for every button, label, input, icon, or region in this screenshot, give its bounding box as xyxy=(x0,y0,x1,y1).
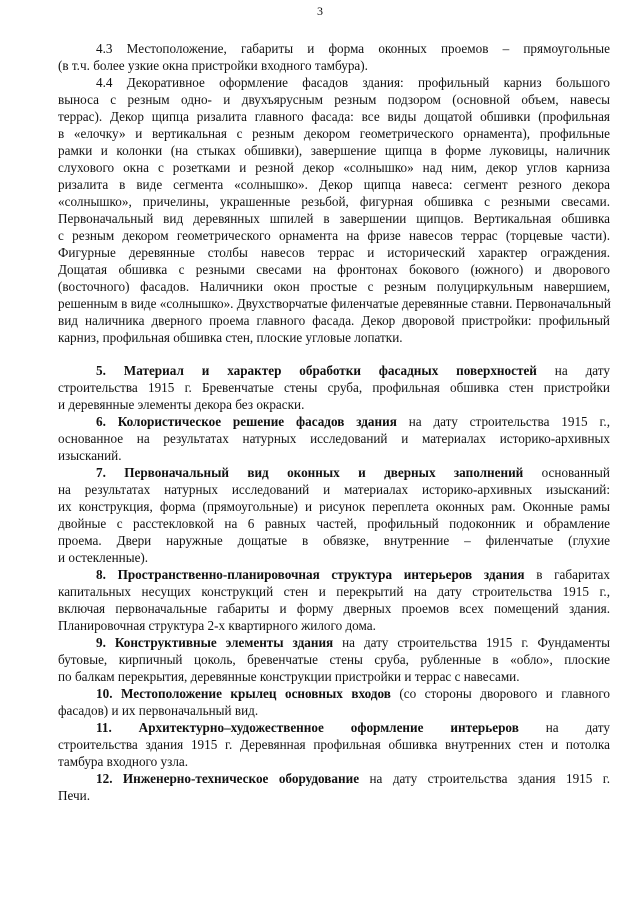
text-line xyxy=(58,481,610,498)
text-line xyxy=(58,685,610,702)
line-text: тамбура входного узла. xyxy=(58,754,189,769)
text-line xyxy=(58,244,610,261)
text-line xyxy=(58,634,610,651)
line-text: (восточного) фасадов. Наличники окон простые с резным полуциркульным навершием, xyxy=(58,279,610,294)
text-line xyxy=(58,142,610,159)
text-line xyxy=(58,430,610,447)
line-text: на дату xyxy=(536,363,610,378)
text-line xyxy=(58,295,610,312)
section-heading: 9. Конструктивные элементы здания xyxy=(96,635,334,650)
text-line xyxy=(58,600,610,617)
text-line xyxy=(58,447,610,464)
text-line xyxy=(58,566,610,583)
text-line xyxy=(58,261,610,278)
line-text: карниз, профильная обшивка стен, плоские угловые лопатки. xyxy=(58,330,403,345)
line-text: капитальных несущих конструкций стен и перекрытий на дату строительства 1915 г., xyxy=(58,584,610,599)
line-text: с резным декором геометрического орнамента на фризе навесов террас (торцевые части). xyxy=(58,228,610,243)
line-text: на дату строительства здания 1915 г. xyxy=(359,771,610,786)
numbered-section xyxy=(58,413,610,464)
line-text: Планировочная структура 2-х квартирного жилого дома. xyxy=(58,618,376,633)
line-text: фасадов) и их первоначальный вид. xyxy=(58,703,259,718)
line-text: ризалита в виде сегмента «солнышко». Декор щипца навеса: сегмент резного декора xyxy=(58,177,610,192)
text-line xyxy=(58,108,610,125)
text-line xyxy=(58,57,610,74)
line-text: строительства 1915 г. Бревенчатые стены сруба, профильная обшивка стен пристройки xyxy=(58,380,610,395)
page-number: 3 xyxy=(317,4,323,18)
numbered-section xyxy=(58,634,610,685)
text-line xyxy=(58,329,610,346)
section-4-3 xyxy=(58,40,610,74)
line-text: проема. Двери наружные дощатые в обвязке, внутренние – филенчатые (глухие xyxy=(58,533,610,548)
line-text: (в т.ч. более узкие окна пристройки входного тамбура). xyxy=(58,58,368,73)
line-text: по балкам перекрытия, деревянные конструкции пристройки и террас с навесами. xyxy=(58,669,520,684)
text-line xyxy=(58,651,610,668)
text-line xyxy=(58,617,610,634)
section-heading: 8. Пространственно-планировочная структура интерьеров здания xyxy=(96,567,525,582)
section-heading: 6. Колористическое решение фасадов здания xyxy=(96,414,397,429)
text-line xyxy=(58,362,610,379)
text-line xyxy=(58,125,610,142)
section-4-4 xyxy=(58,74,610,346)
text-line xyxy=(58,193,610,210)
line-text: рамки и колонки (на стыках обшивки), завершение щипца в форме луковицы, наличник xyxy=(58,143,610,158)
line-text: Первоначальный вид деревянных шпилей в завершении щипцов. Вертикальная обшивка xyxy=(58,211,610,226)
line-text: 4.3 Местоположение, габариты и форма оконных проемов – прямоугольные xyxy=(96,41,610,56)
line-text: и деревянные элементы декора без окраски. xyxy=(58,397,305,412)
numbered-section xyxy=(58,464,610,566)
section-heading: 10. Местоположение крылец основных входов xyxy=(96,686,391,701)
numbered-sections xyxy=(58,362,610,804)
text-line xyxy=(58,176,610,193)
numbered-section xyxy=(58,770,610,804)
line-text: основанный xyxy=(523,465,610,480)
section-heading: 11. Архитектурно–художественное оформление интерьеров xyxy=(96,720,519,735)
line-text: слухового окна с розетками и резной декор «солнышко» над ним, декор углов карниза xyxy=(58,160,610,175)
line-text: изысканий. xyxy=(58,448,122,463)
line-text: Фигурные деревянные столбы навесов террас и исторический характер ограждения. xyxy=(58,245,610,260)
text-line xyxy=(58,278,610,295)
text-line xyxy=(58,74,610,91)
text-line xyxy=(58,702,610,719)
text-line xyxy=(58,753,610,770)
numbered-section xyxy=(58,566,610,634)
line-text: (со стороны дворового и главного xyxy=(390,686,610,701)
line-text: на дату xyxy=(518,720,610,735)
line-text: в «елочку» и вертикальная с резным декором геометрического орнамента), профильные xyxy=(58,126,610,141)
text-line xyxy=(58,40,610,57)
line-text: бутовые, кирпичный цоколь, бревенчатые стены сруба, рубленные в «обло», плоские xyxy=(58,652,610,667)
numbered-section xyxy=(58,719,610,770)
line-text: в габаритах xyxy=(524,567,610,582)
line-text: 4.4 Декоративное оформление фасадов здания: профильный карниз большого xyxy=(96,75,610,90)
numbered-section xyxy=(58,362,610,413)
line-text: выноса с резным одно- и двухъярусным резным подзором (основной объем, навесы xyxy=(58,92,610,107)
text-line xyxy=(58,91,610,108)
text-line xyxy=(58,312,610,329)
text-line xyxy=(58,736,610,753)
line-text: двойные с расстекловкой на 6 равных частей, профильный подоконник и обрамление xyxy=(58,516,610,531)
line-text: включая первоначальные габариты и форму дверных проемов всех помещений здания. xyxy=(58,601,610,616)
text-line xyxy=(58,719,610,736)
text-line xyxy=(58,464,610,481)
line-text: Печи. xyxy=(58,788,91,803)
text-line xyxy=(58,498,610,515)
text-line xyxy=(58,770,610,787)
section-heading: 12. Инженерно-техническое оборудование xyxy=(96,771,360,786)
text-line xyxy=(58,413,610,430)
line-text: основанное на результатах натурных исследований и материалах историко-архивных xyxy=(58,431,610,446)
line-text: их конструкция, форма (прямоугольные) и рисунок переплета оконных рам. Оконные рамы xyxy=(58,499,610,514)
line-text: вид наличника дверного проема главного фасада. Декор дворовой пристройки: профильный xyxy=(58,313,610,328)
section-heading: 5. Материал и характер обработки фасадных поверхностей xyxy=(96,363,537,378)
line-text: на дату строительства 1915 г. Фундаменты xyxy=(333,635,610,650)
line-text: Дощатая обшивка с резными свесами на фронтонах бокового (южного) и дворового xyxy=(58,262,610,277)
line-text: на дату строительства 1915 г., xyxy=(396,414,610,429)
line-text: решенным в виде «солнышко». Двухстворчатые филенчатые деревянные ставни. Первоначальный xyxy=(58,296,611,311)
text-line xyxy=(58,210,610,227)
line-text: «солнышко», причелины, украшенные резьбой, фигурная обшивка с резными свесами. xyxy=(58,194,610,209)
text-line xyxy=(58,227,610,244)
line-text: террас). Декор щипца ризалита главного фасада: все виды дощатой обшивки (профильная xyxy=(58,109,610,124)
text-line xyxy=(58,532,610,549)
line-text: строительства здания 1915 г. Деревянная профильная обшивка внутренних стен и потолка xyxy=(58,737,610,752)
text-line xyxy=(58,396,610,413)
text-line xyxy=(58,787,610,804)
text-line xyxy=(58,379,610,396)
text-line xyxy=(58,583,610,600)
text-line xyxy=(58,668,610,685)
text-line xyxy=(58,515,610,532)
text-line xyxy=(58,159,610,176)
document-body xyxy=(58,40,610,804)
numbered-section xyxy=(58,685,610,719)
line-text: и остекленные). xyxy=(58,550,149,565)
text-line xyxy=(58,549,610,566)
section-heading: 7. Первоначальный вид оконных и дверных заполнений xyxy=(96,465,524,480)
line-text: на результатах натурных исследований и материалах историко-архивных изысканий: xyxy=(58,482,610,497)
